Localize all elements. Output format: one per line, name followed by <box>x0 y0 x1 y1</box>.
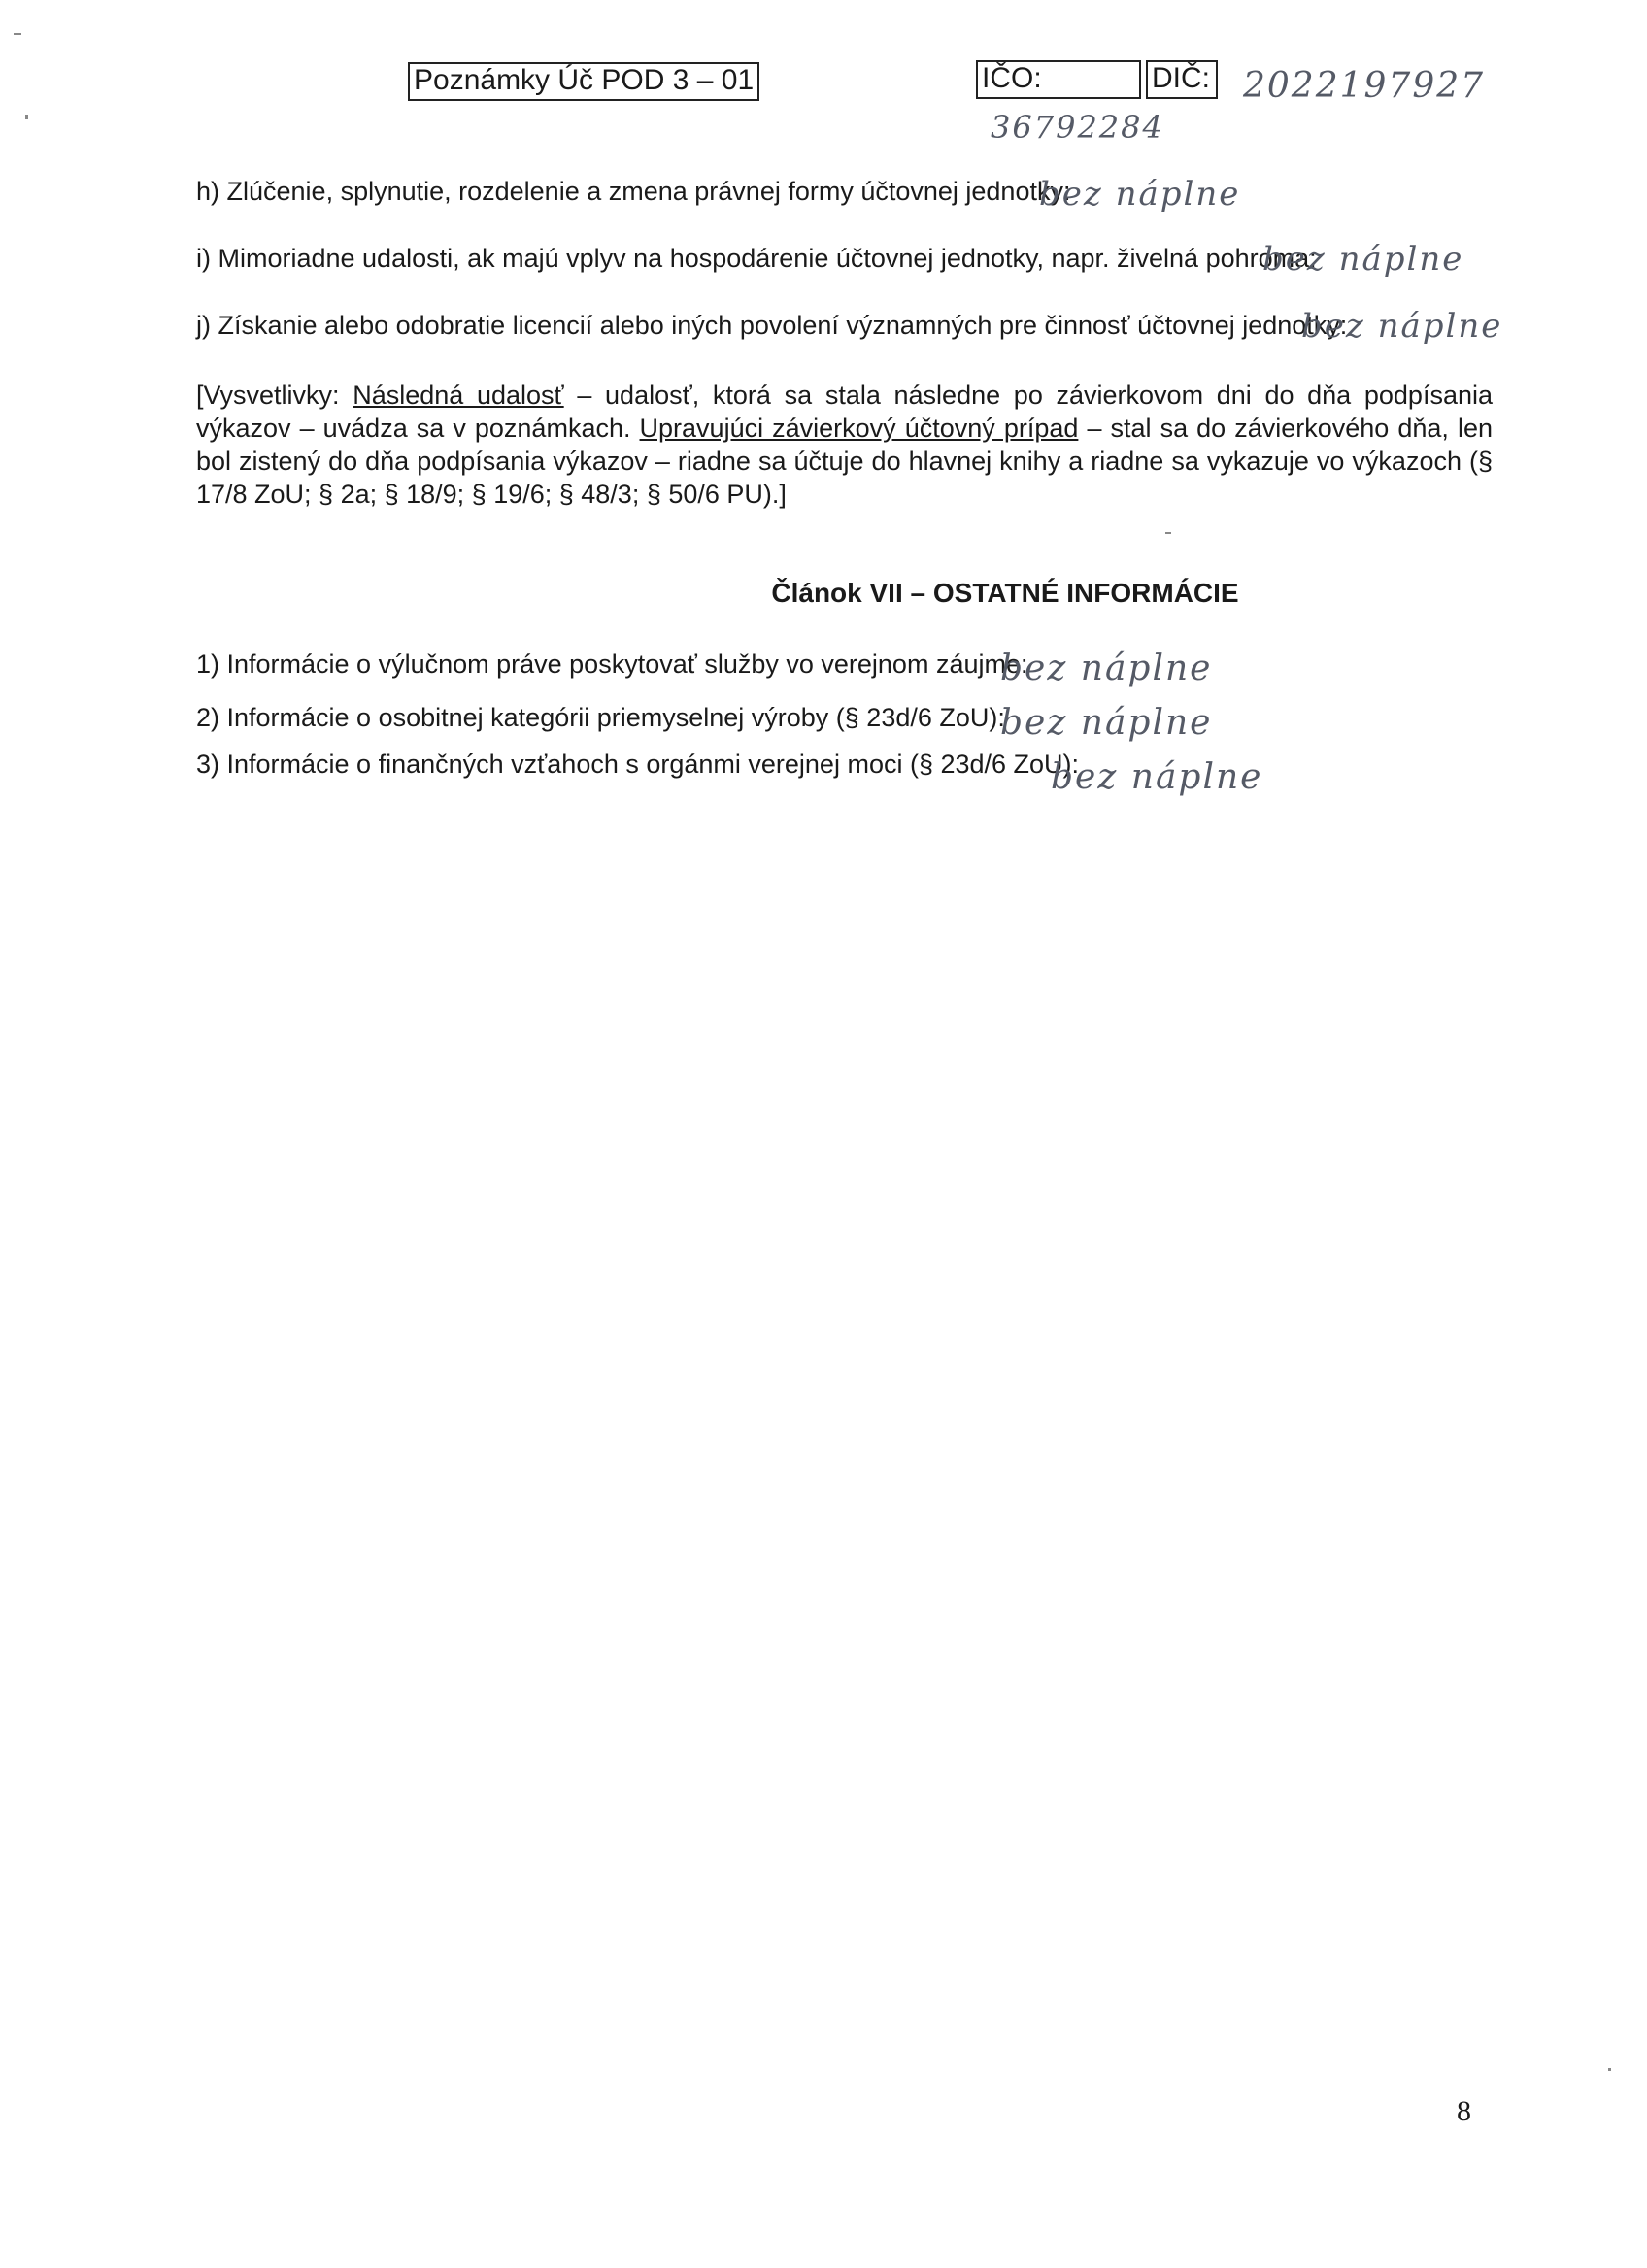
explanation-part3: – stal sa do závierkového dňa, len bol zistený do dňa podpísania výkazov – riadne sa účtuje do hlavnej knihy a riadne sa vykazuje vo výkazoch (§ 17/8 ZoU; § 2a; § 18/9; § 19/6; § 48/3; § 50/6 PU).] <box>196 414 1493 509</box>
explanation-part1: [Vysvetlivky: <box>196 381 353 410</box>
form-label: Poznámky Úč POD 3 – 01 <box>414 64 755 96</box>
item-3-label: 3) Informácie o finančných vzťahoch s orgánmi verejnej moci (§ 23d/6 ZoU): <box>196 750 1080 779</box>
item-j-answer: bez náplne <box>1301 307 1503 346</box>
section-title: Článok VII – OSTATNÉ INFORMÁCIE <box>771 578 1239 608</box>
item-3-answer: bez náplne <box>1051 757 1263 797</box>
dic-box <box>1146 60 1218 99</box>
ico-value-handwritten: 36792284 <box>991 109 1164 146</box>
item-1-answer: bez náplne <box>1000 649 1213 688</box>
item-1-label: 1) Informácie o výlučnom práve poskytovať služby vo verejnom záujme: <box>196 650 1028 679</box>
scan-speck <box>1165 532 1171 534</box>
item-2-label: 2) Informácie o osobitnej kategórii priemyselnej výroby (§ 23d/6 ZoU): <box>196 703 1005 732</box>
ico-label: IČO: <box>982 62 1042 94</box>
page-number: 8 <box>1457 2095 1471 2127</box>
explanation-term1: Následná udalosť <box>353 381 564 410</box>
explanation-term2: Upravujúci závierkový účtovný prípad <box>639 414 1079 443</box>
dic-value-handwritten: 2022197927 <box>1243 66 1486 106</box>
item-h-label: h) Zlúčenie, splynutie, rozdelenie a zmena právnej formy účtovnej jednotky: <box>196 177 1071 206</box>
item-2-answer: bez náplne <box>1000 703 1213 743</box>
dic-label: DIČ: <box>1152 62 1210 94</box>
scan-speck <box>25 115 28 119</box>
explanation-paragraph <box>196 379 1493 511</box>
item-i-answer: bez náplne <box>1262 240 1464 279</box>
scan-speck <box>1608 2068 1611 2071</box>
explanation-part2: – udalosť, ktorá sa stala následne po závierkovom dni do dňa podpísania výkazov – uvádza sa v poznámkach. <box>196 381 1493 443</box>
scan-speck <box>14 33 21 35</box>
ico-box <box>976 60 1141 99</box>
item-j-label: j) Získanie alebo odobratie licencií alebo iných povolení významných pre činnosť účtovnej jednotky: <box>196 311 1348 340</box>
item-h-answer: bez náplne <box>1039 175 1241 214</box>
form-label-box <box>408 62 759 101</box>
item-i-label: i) Mimoriadne udalosti, ak majú vplyv na hospodárenie účtovnej jednotky, napr. živelná pohroma: <box>196 244 1317 273</box>
